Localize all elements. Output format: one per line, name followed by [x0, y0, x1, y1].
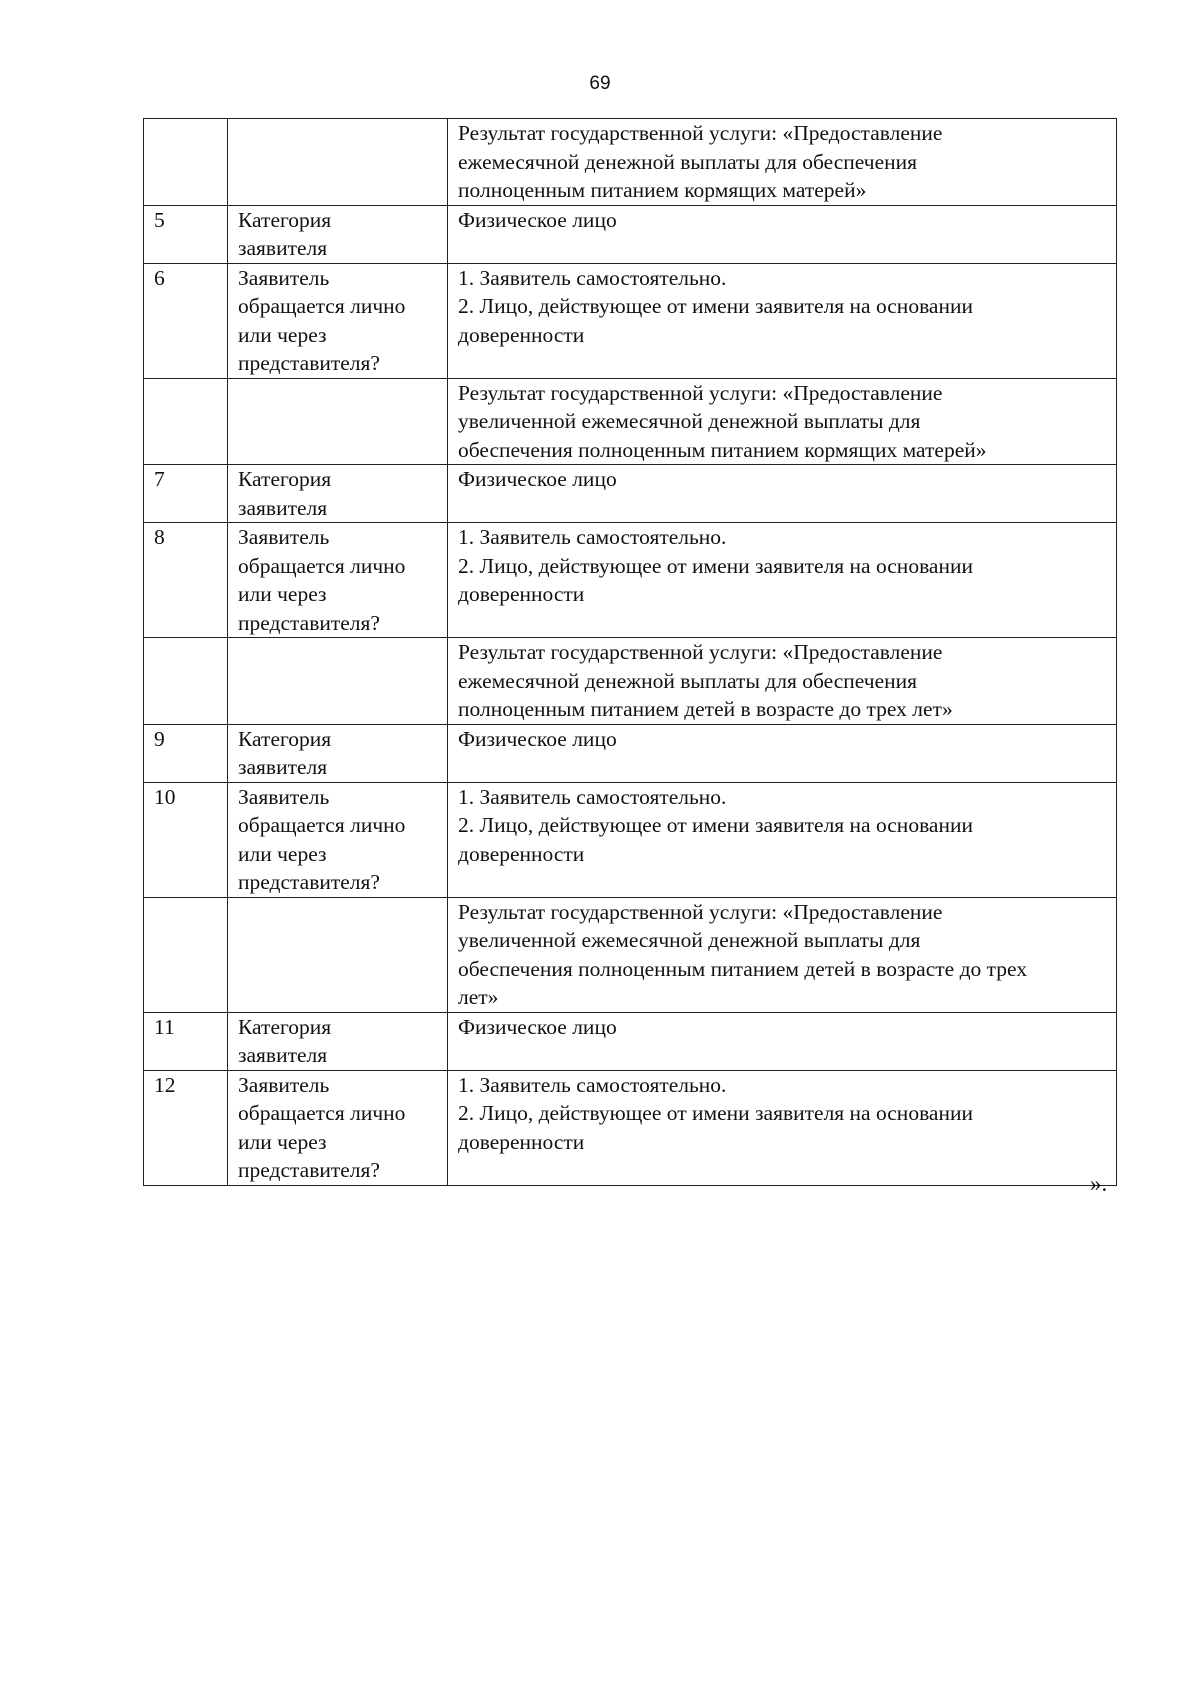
table-row: [144, 1012, 1117, 1070]
row-label-cell: [228, 378, 448, 465]
row-label-cell: [228, 263, 448, 378]
row-label-cell: [228, 205, 448, 263]
label-line: Категория: [238, 467, 332, 491]
row-number-cell: 5: [144, 205, 228, 263]
row-label-cell: [228, 638, 448, 725]
row-content-cell: [448, 378, 1117, 465]
label-line: или через: [238, 582, 327, 606]
row-content-cell: [448, 782, 1117, 897]
content-line: Физическое лицо: [458, 467, 617, 491]
label-line: заявителя: [238, 495, 328, 520]
row-number-cell: [144, 897, 228, 1012]
content-line: Результат государственной услуги: «Предоставление: [458, 640, 943, 664]
label-line: или через: [238, 1129, 327, 1154]
content-line: 2. Лицо, действующее от имени заявителя на основании: [458, 813, 973, 837]
label-line: обращается лично: [238, 553, 406, 578]
services-table: [143, 118, 1117, 1186]
table-row: [144, 465, 1117, 523]
content-line: 2. Лицо, действующее от имени заявителя на основании: [458, 294, 973, 318]
row-label-cell: [228, 724, 448, 782]
row-number-cell: 7: [144, 465, 228, 523]
row-content-cell: [448, 1070, 1117, 1185]
closing-quote-mark: ».: [1090, 1171, 1108, 1196]
label-line: Заявитель: [238, 784, 330, 809]
content-line: ежемесячной денежной выплаты для обеспечения: [458, 149, 918, 174]
row-label-cell: [228, 782, 448, 897]
content-line: увеличенной ежемесячной денежной выплаты для: [458, 928, 921, 952]
content-line: доверенности: [458, 322, 585, 347]
label-line: или через: [238, 841, 327, 866]
row-content-cell: [448, 119, 1117, 206]
row-number-cell: 6: [144, 263, 228, 378]
table-row: [144, 119, 1117, 206]
content-line: Физическое лицо: [458, 726, 617, 751]
row-content-cell: [448, 1012, 1117, 1070]
row-content-cell: [448, 205, 1117, 263]
row-content-cell: [448, 638, 1117, 725]
row-number-cell: [144, 119, 228, 206]
row-label-cell: [228, 465, 448, 523]
row-content-cell: [448, 263, 1117, 378]
row-label-cell: [228, 523, 448, 638]
table-row: [144, 378, 1117, 465]
content-line: Результат государственной услуги: «Предоставление: [458, 121, 943, 145]
label-line: Категория: [238, 726, 332, 751]
label-line: или через: [238, 322, 327, 347]
content-line: увеличенной ежемесячной денежной выплаты для: [458, 409, 921, 433]
row-label-cell: [228, 1070, 448, 1185]
table-row: [144, 782, 1117, 897]
label-line: заявителя: [238, 755, 328, 779]
label-line: Категория: [238, 1014, 332, 1039]
label-line: представителя?: [238, 870, 380, 894]
row-number-cell: 11: [144, 1012, 228, 1070]
table-row: [144, 638, 1117, 725]
label-line: представителя?: [238, 1158, 380, 1182]
content-line: полноценным питанием детей в возрасте до трех лет»: [458, 697, 953, 721]
table-row: [144, 523, 1117, 638]
content-line: 1. Заявитель самостоятельно.: [458, 265, 727, 290]
content-line: 2. Лицо, действующее от имени заявителя на основании: [458, 553, 973, 578]
content-line: обеспечения полноценным питанием кормящих матерей»: [458, 437, 987, 462]
content-line: Физическое лицо: [458, 207, 617, 232]
row-number-cell: 10: [144, 782, 228, 897]
content-line: лет»: [458, 985, 499, 1009]
content-line: 1. Заявитель самостоятельно.: [458, 1072, 727, 1097]
row-number-cell: [144, 638, 228, 725]
row-number-cell: 8: [144, 523, 228, 638]
table-row: [144, 724, 1117, 782]
row-content-cell: [448, 523, 1117, 638]
label-line: Заявитель: [238, 1072, 330, 1097]
content-line: 1. Заявитель самостоятельно.: [458, 525, 727, 549]
label-line: представителя?: [238, 351, 380, 375]
label-line: обращается лично: [238, 1101, 406, 1125]
label-line: обращается лично: [238, 813, 406, 837]
content-line: обеспечения полноценным питанием детей в возрасте до трех: [458, 956, 1028, 981]
row-content-cell: [448, 724, 1117, 782]
row-number-cell: 9: [144, 724, 228, 782]
row-label-cell: [228, 1012, 448, 1070]
content-line: полноценным питанием кормящих матерей»: [458, 178, 867, 202]
content-line: 2. Лицо, действующее от имени заявителя на основании: [458, 1101, 973, 1125]
label-line: представителя?: [238, 610, 380, 635]
content-line: Результат государственной услуги: «Предоставление: [458, 380, 943, 405]
label-line: Категория: [238, 207, 332, 232]
label-line: заявителя: [238, 236, 328, 260]
table-row: [144, 263, 1117, 378]
content-line: доверенности: [458, 1129, 585, 1154]
table-row: [144, 205, 1117, 263]
content-line: доверенности: [458, 841, 585, 866]
label-line: Заявитель: [238, 265, 330, 290]
table-body: [144, 119, 1117, 1186]
row-number-cell: 12: [144, 1070, 228, 1185]
table-row: [144, 1070, 1117, 1185]
content-line: 1. Заявитель самостоятельно.: [458, 784, 727, 809]
row-content-cell: [448, 465, 1117, 523]
label-line: Заявитель: [238, 525, 330, 549]
content-line: Физическое лицо: [458, 1014, 617, 1039]
row-number-cell: [144, 378, 228, 465]
row-content-cell: [448, 897, 1117, 1012]
row-label-cell: [228, 897, 448, 1012]
content-line: ежемесячной денежной выплаты для обеспечения: [458, 668, 918, 693]
page-number: 69: [589, 73, 611, 94]
content-line: доверенности: [458, 582, 585, 606]
label-line: заявителя: [238, 1043, 328, 1067]
row-label-cell: [228, 119, 448, 206]
content-line: Результат государственной услуги: «Предоставление: [458, 899, 943, 924]
label-line: обращается лично: [238, 294, 406, 318]
table-row: [144, 897, 1117, 1012]
